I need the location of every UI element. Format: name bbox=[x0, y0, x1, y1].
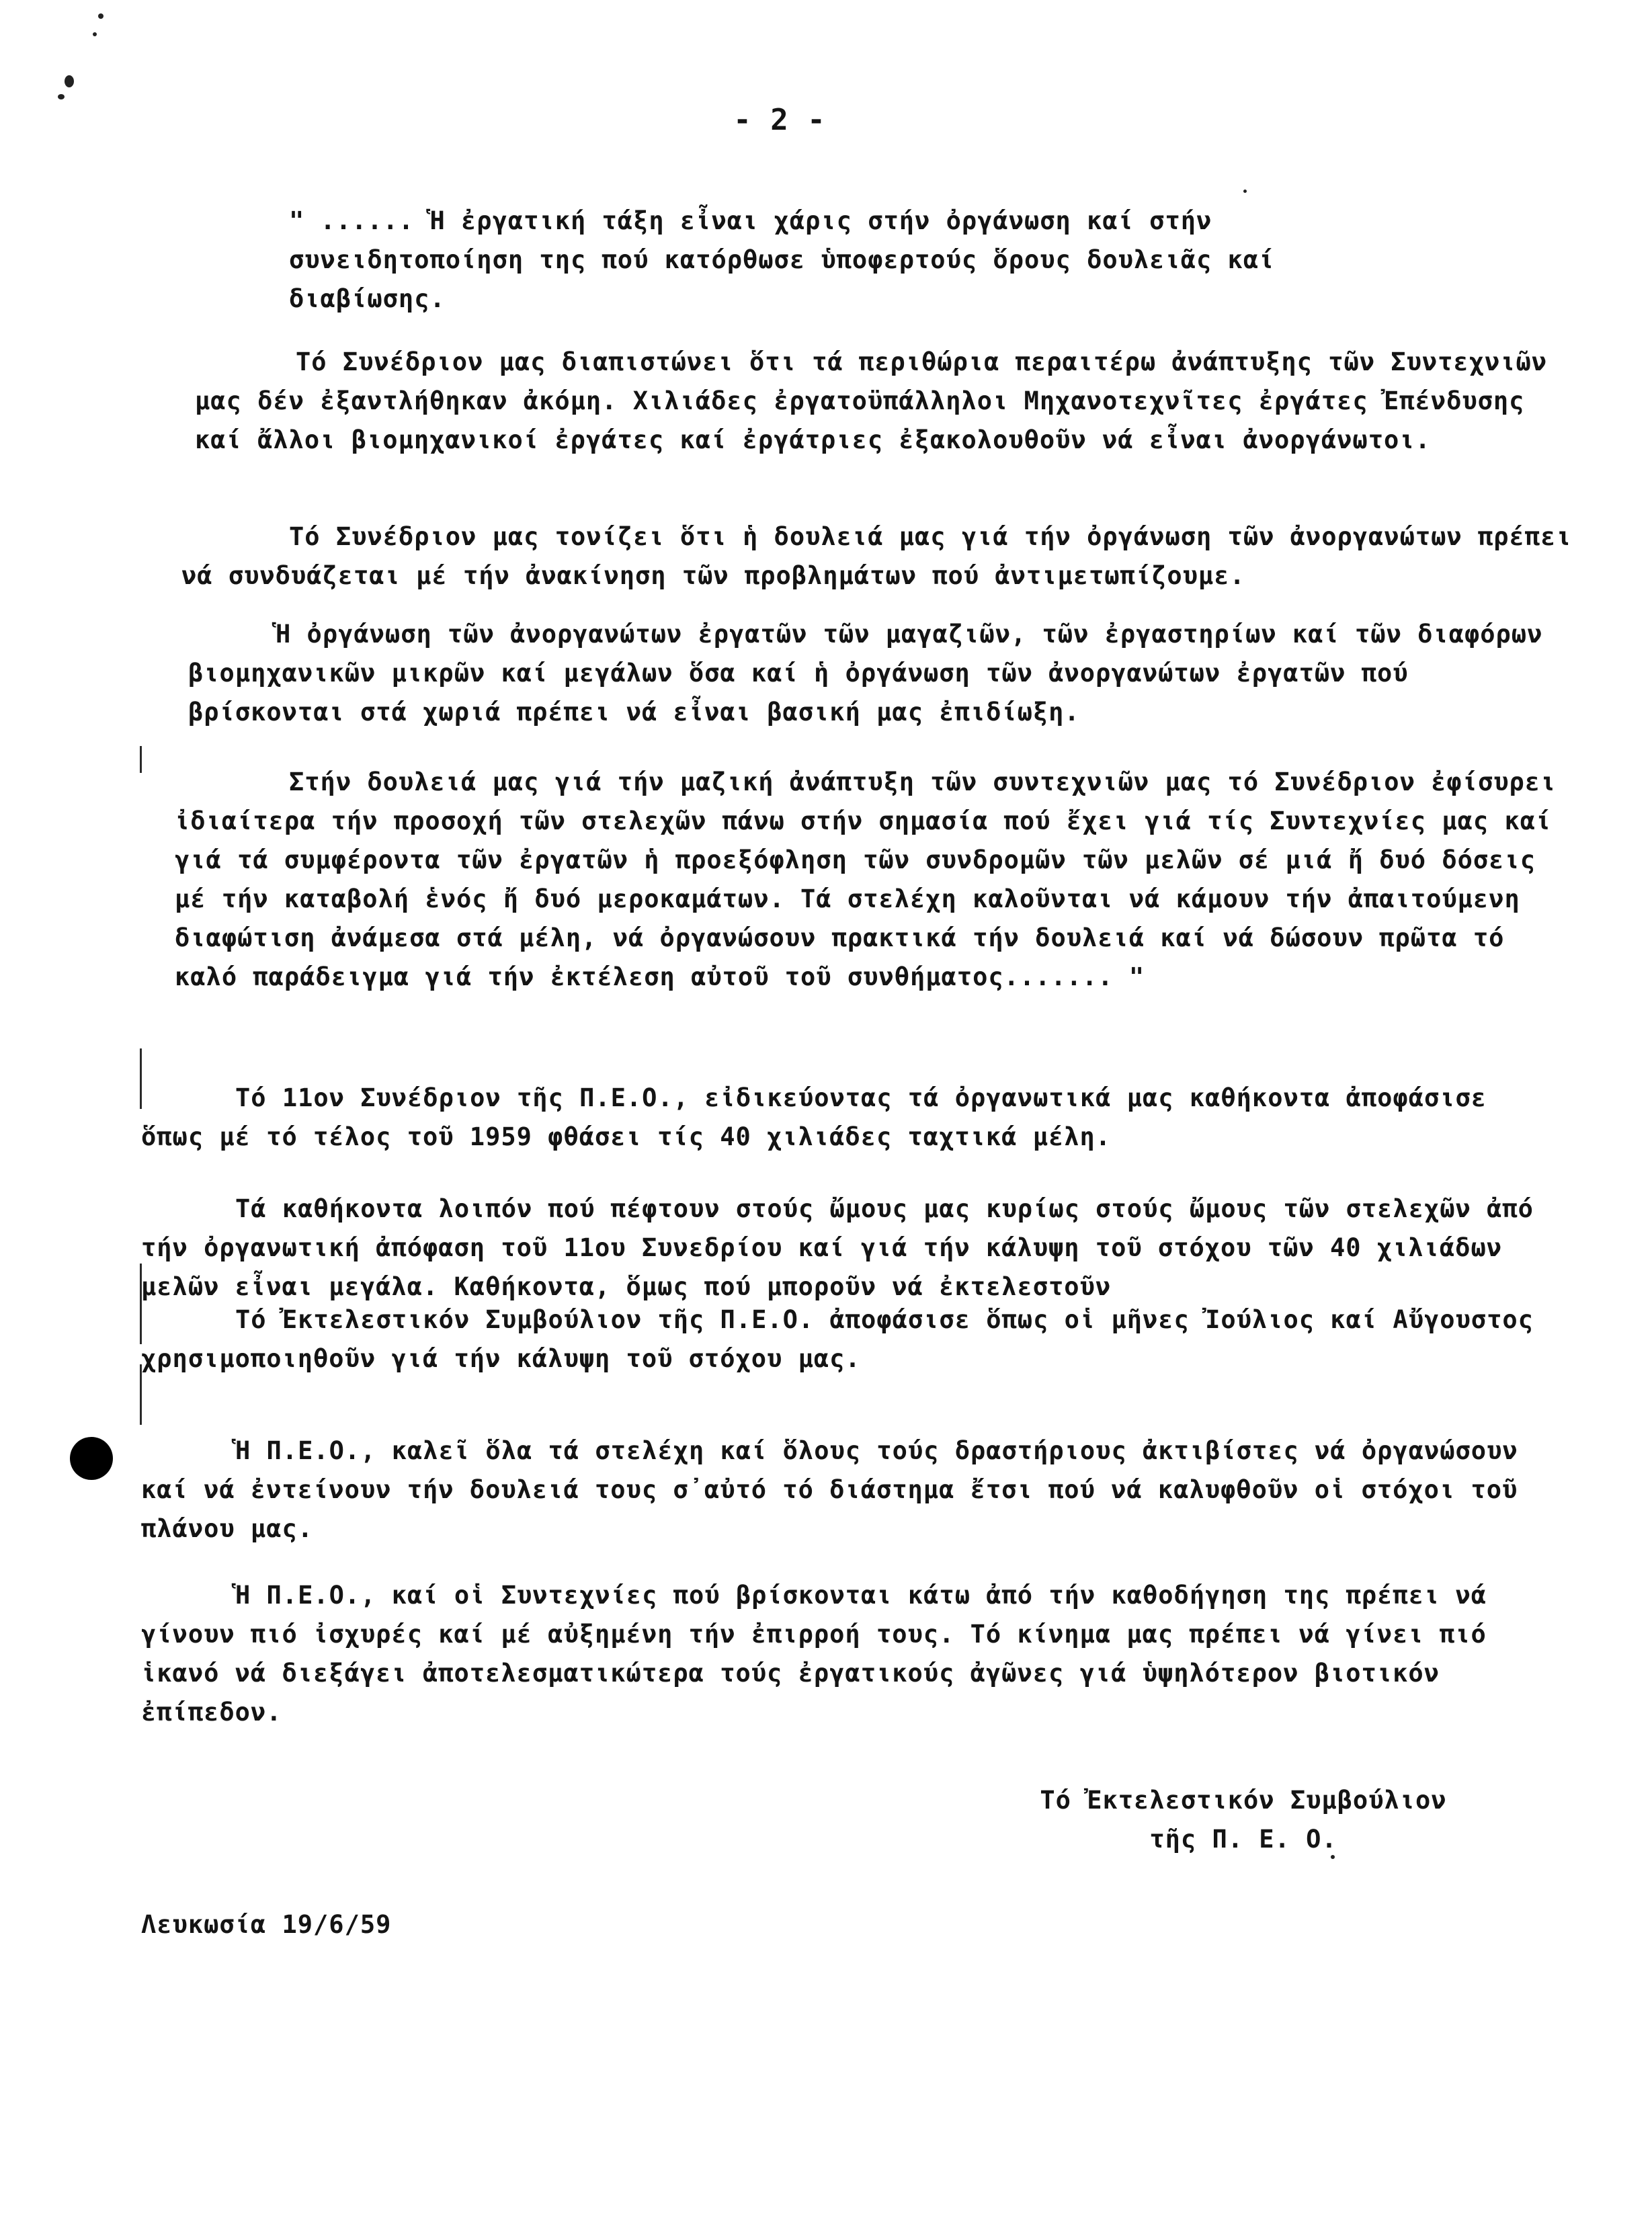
paragraph-quote-open: " ...... Ἡ ἐργατική τάξη εἶναι χάρις στήν ὀργάνωση καί στήν συνειδητοποίηση της πού κατόρθωσε ὑποφερτούς ὅρους δουλειᾶς καί διαβίωσης. bbox=[289, 206, 1290, 313]
signature-line: Τό Ἐκτελεστικόν Συμβούλιον bbox=[1040, 1786, 1447, 1815]
paragraph-congress-unorganised: Τό Συνέδριον μας διαπιστώνει ὅτι τά περιθώρια περαιτέρω ἀνάπτυξης τῶν Συντεχνιῶν μας δέν ἐξαντλήθηκαν ἀκόμη. Χιλιάδες ἐργατοϋπάλληλοι Μηχανοτεχνῖτες ἐργάτες Ἐπένδυσης καί ἄλλοι βιομηχανικοί ἐργάτες καί ἐργάτριες ἐξακολουθοῦν νά εἶναι ἀνοργάνωτοι. bbox=[195, 347, 1563, 454]
scan-speck bbox=[1243, 190, 1247, 193]
paragraph-eleventh-congress: Τό 11ον Συνέδριον τῆς Π.Ε.Ο., εἰδικεύοντας τά ὀργανωτικά μας καθήκοντα ἀποφάσισε ὅπως μέ τό τέλος τοῦ 1959 φθάσει τίς 40 χιλιάδες ταχτικά μέλη. bbox=[141, 1083, 1503, 1151]
punch-hole bbox=[70, 1437, 113, 1480]
scan-speck bbox=[65, 75, 74, 87]
scan-speck bbox=[98, 13, 104, 19]
margin-rule bbox=[140, 746, 142, 773]
signature-line: τῆς Π. Ε. Ο. bbox=[1149, 1825, 1337, 1854]
paragraph-unions: Ἡ Π.Ε.Ο., καί οἱ Συντεχνίες πού βρίσκονται κάτω ἀπό τήν καθοδήγηση της πρέπει νά γίνουν πιό ἰσχυρές καί μέ αὐξημένη τήν ἐπιρροή τους. Τό κίνημα μας πρέπει νά γίνει πιό ἱκανό νά διεξάγει ἀποτελεσματικώτερα τούς ἐργατικούς ἀγῶνες γιά ὑψηλότερον βιοτικόν ἐπίπεδον. bbox=[141, 1581, 1503, 1727]
paragraph-tasks: Τά καθήκοντα λοιπόν πού πέφτουν στούς ὤμους μας κυρίως στούς ὤμους τῶν στελεχῶν ἀπό τήν ὀργανωτική ἀπόφαση τοῦ 11ου Συνεδρίου καί γιά τήν κάλυψη τοῦ στόχου τῶν 40 χιλιάδων μελῶν εἶναι μεγάλα. Καθήκοντα, ὅμως πού μποροῦν νά ἐκτελεστοῦν bbox=[141, 1194, 1550, 1301]
page-number: - 2 - bbox=[733, 103, 826, 137]
paragraph-call-to-cadres: Ἡ Π.Ε.Ο., καλεῖ ὅλα τά στελέχη καί ὅλους τούς δραστήριους ἀκτιβίστες νά ὀργανώσουν καί νά ἐντείνουν τήν δουλειά τους σ᾽αὐτό τό διάστημα ἔτσι πού νά καλυφθοῦν οἱ στόχοι τοῦ πλάνου μας. bbox=[141, 1436, 1534, 1543]
paragraph-executive-council: Τό Ἐκτελεστικόν Συμβούλιον τῆς Π.Ε.Ο. ἀποφάσισε ὅπως οἱ μῆνες Ἰούλιος καί Αὔγουστος χρησιμοποιηθοῦν γιά τήν κάλυψη τοῦ στόχου μας. bbox=[141, 1305, 1550, 1373]
paragraph-mass-growth: Στήν δουλειά μας γιά τήν μαζική ἀνάπτυξη τῶν συντεχνιῶν μας τό Συνέδριον ἐφίσυρει ἰδιαίτερα τήν προσοχή τῶν στελεχῶν πάνω στήν σημασία πού ἔχει γιά τίς Συντεχνίες μας καί γιά τά συμφέροντα τῶν ἐργατῶν ἡ προεξόφληση τῶν συνδρομῶν τῶν μελῶν σέ μιά ἤ δυό δόσεις μέ τήν καταβολή ἑνός ἤ δυό μεροκαμάτων. Τά στελέχη καλοῦνται νά κάμουν τήν ἀπαιτούμενη διαφώτιση ἀνάμεσα στά μέλη, νά ὀργανώσουν πρακτικά τήν δουλειά καί νά δώσουν πρῶτα τό καλό παράδειγμα γιά τήν ἐκτέλεση αὐτοῦ τοῦ συνθήματος....... " bbox=[175, 768, 1572, 991]
place-and-date: Λευκωσία 19/6/59 bbox=[141, 1910, 392, 1939]
paragraph-organising-workers: Ἡ ὀργάνωση τῶν ἀνοργανώτων ἐργατῶν τῶν μαγαζιῶν, τῶν ἐργαστηρίων καί τῶν διαφόρων βιομηχανικῶν μικρῶν καί μεγάλων ὅσα καί ἡ ὀργάνωση τῶν ἀνοργανώτων ἐργατῶν πού βρίσκονται στά χωριά πρέπει νά εἶναι βασική μας ἐπιδίωξη. bbox=[188, 620, 1559, 727]
signature-block bbox=[941, 1781, 1546, 1859]
paragraph-congress-problems: Τό Συνέδριον μας τονίζει ὅτι ἡ δουλειά μας γιά τήν ὀργάνωση τῶν ἀνοργανώτων πρέπει νά συνδυάζεται μέ τήν ἀνακίνηση τῶν προβλημάτων πού ἀντιμετωπίζουμε. bbox=[181, 522, 1587, 590]
scan-speck bbox=[93, 32, 97, 36]
scan-speck bbox=[58, 94, 65, 99]
